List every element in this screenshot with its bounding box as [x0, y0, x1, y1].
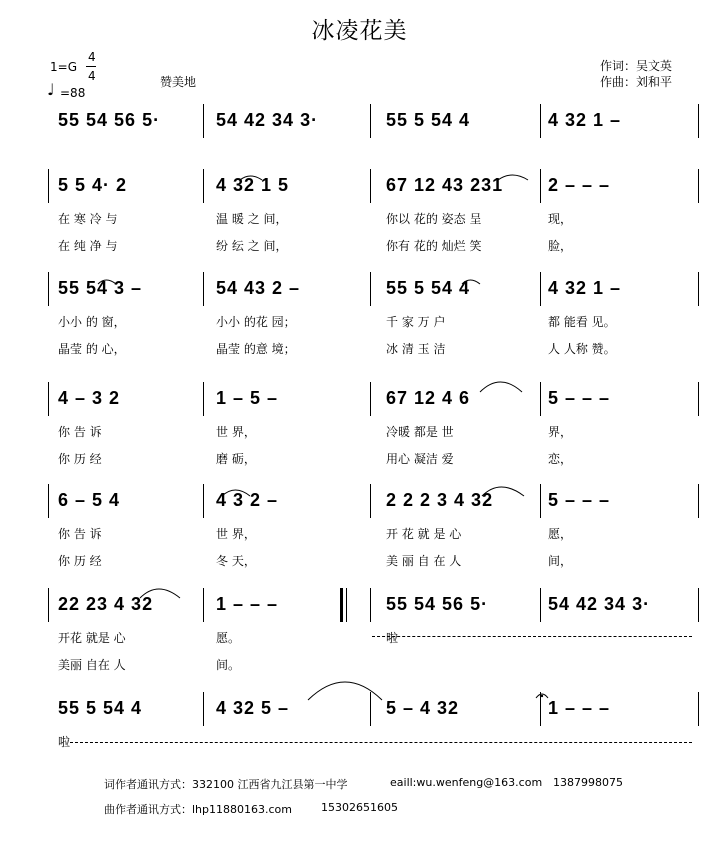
tie-mark [462, 280, 480, 284]
measure-notes: 55 54 56 5· [58, 110, 161, 130]
measure-notes: 5 – 4 32 [386, 698, 460, 718]
tie-mark [482, 487, 524, 496]
lyric-text: 愿， [548, 527, 573, 541]
measure-notes: 4 32 5 – [216, 698, 290, 718]
key-signature: 1=G [50, 60, 77, 74]
lyric-text: 开花 就是 心 [58, 631, 126, 645]
measure-notes: 4 – 3 2 [58, 388, 121, 408]
lyric-text: 千 家 万 户 [386, 315, 446, 329]
tie-mark [222, 490, 250, 496]
composer-contact: 曲作者通讯方式：lhp11880163.com [104, 803, 292, 816]
lyric-text: 你 历 经 [58, 452, 102, 466]
measure-notes: 22 23 4 32 [58, 594, 154, 614]
lyric-text: 冬 天， [216, 554, 256, 568]
lyric-text: 都 能看 见。 [548, 315, 616, 329]
tie-mark [240, 176, 262, 180]
measure-notes: 2 – – – [548, 175, 611, 195]
lyricist-phone: 1387998075 [553, 776, 623, 789]
lyric-text: 啦 [386, 631, 399, 645]
lyric-text: 小小 的 窗， [58, 315, 126, 329]
lyric-text: 磨 砺， [216, 452, 256, 466]
measure-notes: 5 5 4· 2 [58, 175, 128, 195]
measure-notes: 54 42 34 3· [548, 594, 651, 614]
lyricist-contact: 词作者通讯方式：332100 江西省九江县第一中学 [104, 778, 348, 791]
lyric-text: 现， [548, 212, 573, 226]
tie-mark [140, 589, 180, 598]
lyric-text: 啦 [58, 735, 71, 749]
time-signature-bottom: 4 [88, 69, 96, 83]
lyric-text: 你以 花的 姿态 呈 [386, 212, 482, 226]
composer-phone: 15302651605 [321, 801, 398, 814]
measure-notes: 54 43 2 – [216, 278, 301, 298]
lyric-text: 冷暖 都是 世 [386, 425, 454, 439]
lyric-text: 用心 凝洁 爱 [386, 452, 454, 466]
tie-mark [498, 175, 528, 180]
lyric-text: 你有 花的 灿烂 笑 [386, 239, 482, 253]
lyric-text: 晶莹 的意 境； [216, 342, 296, 356]
lyric-text: 美丽 自在 人 [58, 658, 126, 672]
lyric-text: 小小 的花 园； [216, 315, 296, 329]
lyric-text: 间。 [216, 658, 241, 672]
lyric-text: 世 界， [216, 425, 256, 439]
measure-notes: 1 – – – [548, 698, 611, 718]
expression-marking: 赞美地 [160, 75, 197, 89]
measure-notes: 55 5 54 4 [386, 110, 471, 130]
lyric-text: 恋， [548, 452, 573, 466]
measure-notes: 4 32 1 5 [216, 175, 290, 195]
quarter-note-icon: ♩ [47, 80, 55, 99]
lyric-text: 脸， [548, 239, 573, 253]
fermata-dot [541, 695, 543, 697]
lyric-text: 愿。 [216, 631, 241, 645]
measure-notes: 55 5 54 4 [58, 698, 143, 718]
measure-notes: 5 – – – [548, 388, 611, 408]
lyric-text: 界， [548, 425, 573, 439]
measure-notes: 67 12 43 231 [386, 175, 504, 195]
lyric-text: 冰 清 玉 洁 [386, 342, 446, 356]
measure-notes: 1 – 5 – [216, 388, 279, 408]
measure-notes: 55 54 56 5· [386, 594, 489, 614]
time-signature-top: 4 [88, 50, 96, 64]
lyric-text: 间， [548, 554, 573, 568]
measure-notes: 54 42 34 3· [216, 110, 319, 130]
measure-notes: 2 2 2 3 4 32 [386, 490, 494, 510]
lyric-text: 在 纯 净 与 [58, 239, 118, 253]
lyric-text: 美 丽 自 在 人 [386, 554, 462, 568]
tie-mark [308, 682, 382, 700]
tie-mark [98, 280, 116, 284]
lyric-text: 纷 纭 之 间， [216, 239, 288, 253]
tie-mark [480, 382, 522, 392]
lyric-text: 你 历 经 [58, 554, 102, 568]
measure-notes: 4 32 1 – [548, 110, 622, 130]
lyric-text: 开 花 就 是 心 [386, 527, 462, 541]
composer-credit: 作曲：刘和平 [600, 75, 673, 89]
measure-notes: 55 5 54 4 [386, 278, 471, 298]
measure-notes: 1 – – – [216, 594, 279, 614]
measure-notes: 5 – – – [548, 490, 611, 510]
lyricist-email: eaill:wu.wenfeng@163.com [390, 776, 543, 789]
lyric-text: 人 人称 赞。 [548, 342, 616, 356]
lyricist-credit: 作词：吴文英 [600, 59, 673, 73]
lyric-text: 温 暖 之 间， [216, 212, 288, 226]
measure-notes: 4 32 1 – [548, 278, 622, 298]
lyric-text: 你 告 诉 [58, 425, 102, 439]
lyric-text: 晶莹 的 心， [58, 342, 126, 356]
measure-notes: 4 3 2 – [216, 490, 279, 510]
lyric-text: 世 界， [216, 527, 256, 541]
measure-notes: 6 – 5 4 [58, 490, 121, 510]
measure-notes: 67 12 4 6 [386, 388, 471, 408]
song-title: 冰凌花美 [311, 18, 408, 44]
tempo-marking: =88 [60, 86, 86, 100]
lyric-text: 在 寒 冷 与 [58, 212, 118, 226]
measure-notes: 55 54 3 – [58, 278, 143, 298]
lyric-text: 你 告 诉 [58, 527, 102, 541]
